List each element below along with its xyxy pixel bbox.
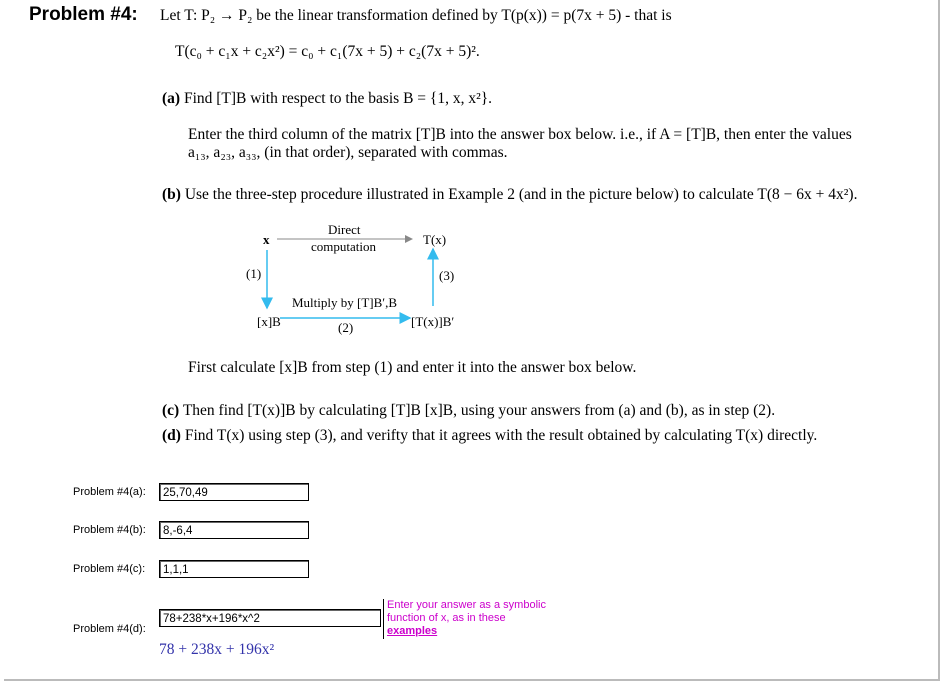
part-c-label: (c) — [162, 402, 180, 419]
part-a-label: (a) — [162, 90, 181, 107]
part-a-instruction-1: Enter the third column of the matrix [T]B into the answer box below. i.e., if A = [T]B, then enter the values — [188, 126, 852, 143]
answer-d-preview: 78 + 238x + 196x² — [159, 641, 275, 658]
answer-b-label: Problem #4(b): — [73, 524, 146, 536]
diagram-step2: (2) — [338, 320, 354, 335]
diagram-computation: computation — [311, 239, 376, 254]
diagram-tx: T(x) — [423, 232, 447, 247]
hint-line-2: function of x, as in these — [387, 612, 506, 624]
problem-formula: T(c₀ + c₁x + c₂x²) = c₀ + c₁(7x + 5) + c₂(7x + 5)². — [175, 43, 480, 60]
answer-hint — [383, 599, 587, 639]
diagram-txb: [T(x)]B′ — [411, 314, 455, 329]
diagram-x: x — [263, 232, 270, 247]
diagram-step1: (1) — [246, 266, 262, 281]
hint-line-1: Enter your answer as a symbolic — [387, 599, 546, 611]
part-a-text — [162, 90, 492, 108]
part-d-label: (d) — [162, 427, 181, 444]
answer-c-input[interactable] — [159, 560, 309, 578]
part-b-instruction: First calculate [x]B from step (1) and enter it into the answer box below. — [188, 359, 637, 376]
part-c-text — [162, 402, 775, 420]
part-a-question: Find [T]B with respect to the basis B = {1, x, x²}. — [183, 90, 493, 107]
part-d-question: Find T(x) using step (3), and verifty that it agrees with the result obtained by calculating T(x) directly. — [184, 427, 818, 444]
answer-c-label: Problem #4(c): — [73, 563, 146, 575]
part-c-question: Then find [T(x)]B by calculating [T]B [x]B, using your answers from (a) and (b), as in step (2). — [182, 402, 776, 419]
problem-intro: Let T: P₂ → P₂ be the linear transformation defined by T(p(x)) = p(7x + 5) - that is — [160, 7, 672, 24]
diagram-xb: [x]B — [257, 314, 281, 329]
answer-d-input[interactable] — [159, 609, 381, 627]
diagram-step3: (3) — [439, 268, 455, 283]
diagram-multiply: Multiply by [T]B′,B — [292, 295, 398, 310]
examples-link[interactable]: examples — [387, 625, 438, 637]
answer-a-input[interactable] — [159, 483, 309, 501]
answer-a-label: Problem #4(a): — [73, 486, 146, 498]
answer-b-input[interactable] — [159, 521, 309, 539]
part-d-text — [162, 427, 817, 445]
part-a-instruction-2: a₁₃, a₂₃, a₃₃, (in that order), separated with commas. — [188, 144, 508, 161]
part-b-question: Use the three-step procedure illustrated in Example 2 (and in the picture below) to calculate T(8 − 6x + 4x²). — [184, 186, 858, 203]
part-b-label: (b) — [162, 186, 181, 203]
part-b-text — [162, 186, 857, 204]
diagram-direct: Direct — [328, 222, 361, 237]
answer-d-label: Problem #4(d): — [73, 623, 146, 635]
problem-title: Problem #4: — [29, 4, 138, 25]
